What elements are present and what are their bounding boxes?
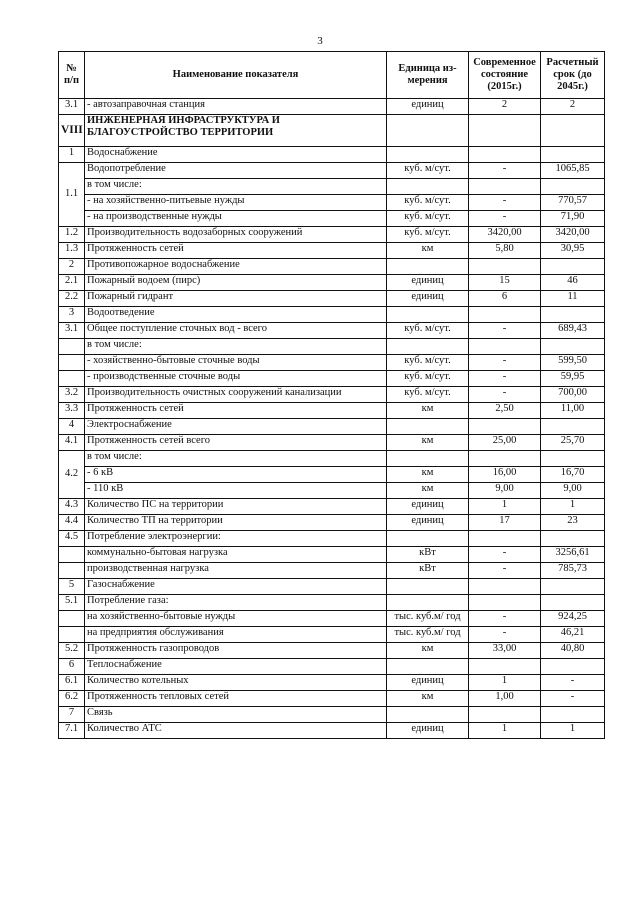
cell-current: - <box>469 611 541 627</box>
cell-num <box>59 371 85 387</box>
cell-current: - <box>469 195 541 211</box>
cell-unit: куб. м/сут. <box>387 195 469 211</box>
cell-unit: км <box>387 691 469 707</box>
cell-unit <box>387 659 469 675</box>
cell-target <box>541 659 605 675</box>
cell-name: Общее поступление сточных вод - всего <box>85 323 387 339</box>
cell-unit: км <box>387 483 469 499</box>
cell-name: Количество ТП на территории <box>85 515 387 531</box>
cell-num: 2 <box>59 259 85 275</box>
table-row <box>59 611 605 627</box>
cell-current <box>469 339 541 355</box>
cell-num <box>59 627 85 643</box>
cell-name: Протяженность сетей <box>85 243 387 259</box>
cell-name: - хозяйственно-бытовые сточные воды <box>85 355 387 371</box>
cell-name: Количество АТС <box>85 723 387 739</box>
cell-current: 1,00 <box>469 691 541 707</box>
cell-num: 3.1 <box>59 99 85 115</box>
table-row <box>59 595 605 611</box>
cell-name: Водоотведение <box>85 307 387 323</box>
cell-current <box>469 579 541 595</box>
header-num: № п/п <box>59 52 85 99</box>
cell-num: 4.2 <box>59 451 85 499</box>
table-row <box>59 179 605 195</box>
cell-target <box>541 307 605 323</box>
cell-unit: единиц <box>387 99 469 115</box>
cell-unit: км <box>387 643 469 659</box>
cell-num <box>59 563 85 579</box>
cell-name: Теплоснабжение <box>85 659 387 675</box>
table-row <box>59 323 605 339</box>
table-row <box>59 371 605 387</box>
cell-current <box>469 307 541 323</box>
cell-current: - <box>469 627 541 643</box>
table-row <box>59 643 605 659</box>
table-row <box>59 339 605 355</box>
cell-num: 6.1 <box>59 675 85 691</box>
cell-unit: тыс. куб.м/ год <box>387 611 469 627</box>
cell-unit <box>387 531 469 547</box>
cell-current <box>469 179 541 195</box>
cell-current: - <box>469 211 541 227</box>
cell-current <box>469 419 541 435</box>
table-body <box>59 99 605 739</box>
cell-num: 1.3 <box>59 243 85 259</box>
cell-num: 7.1 <box>59 723 85 739</box>
cell-name: Протяженность сетей всего <box>85 435 387 451</box>
header-name: Наименование показателя <box>85 52 387 99</box>
cell-current <box>469 595 541 611</box>
cell-current <box>469 531 541 547</box>
cell-name: - автозаправочная станция <box>85 99 387 115</box>
cell-current: 25,00 <box>469 435 541 451</box>
cell-target <box>541 707 605 723</box>
indicators-table <box>58 51 605 739</box>
cell-target <box>541 595 605 611</box>
cell-target: 785,73 <box>541 563 605 579</box>
table-row <box>59 547 605 563</box>
cell-current: 17 <box>469 515 541 531</box>
cell-target: 46,21 <box>541 627 605 643</box>
table-row <box>59 275 605 291</box>
cell-name: Количество ПС на территории <box>85 499 387 515</box>
cell-current: - <box>469 163 541 179</box>
cell-num: 2.2 <box>59 291 85 307</box>
cell-unit: км <box>387 403 469 419</box>
cell-unit <box>387 419 469 435</box>
cell-num: 6 <box>59 659 85 675</box>
cell-target: 3256,61 <box>541 547 605 563</box>
cell-unit: куб. м/сут. <box>387 211 469 227</box>
cell-current: 2 <box>469 99 541 115</box>
cell-current: 9,00 <box>469 483 541 499</box>
cell-name: на предприятия обслуживания <box>85 627 387 643</box>
cell-target: 689,43 <box>541 323 605 339</box>
table-row <box>59 259 605 275</box>
cell-target: 1065,85 <box>541 163 605 179</box>
cell-unit <box>387 307 469 323</box>
header-target: Расчетный срок (до 2045г.) <box>541 52 605 99</box>
cell-target: 59,95 <box>541 371 605 387</box>
cell-target: - <box>541 691 605 707</box>
cell-target <box>541 147 605 163</box>
table-row <box>59 211 605 227</box>
cell-current: 1 <box>469 499 541 515</box>
cell-num: 1.2 <box>59 227 85 243</box>
cell-name: Водоснабжение <box>85 147 387 163</box>
cell-target: 700,00 <box>541 387 605 403</box>
cell-name: - 110 кВ <box>85 483 387 499</box>
cell-target <box>541 451 605 467</box>
table-row <box>59 99 605 115</box>
cell-unit: кВт <box>387 563 469 579</box>
cell-target <box>541 419 605 435</box>
cell-current: - <box>469 371 541 387</box>
cell-current <box>469 147 541 163</box>
cell-target <box>541 179 605 195</box>
cell-unit <box>387 707 469 723</box>
table-row <box>59 419 605 435</box>
cell-current: 2,50 <box>469 403 541 419</box>
cell-name: ИНЖЕНЕРНАЯ ИНФРАСТРУКТУРА И БЛАГОУСТРОЙСТВО ТЕРРИТОРИИ <box>85 115 387 147</box>
cell-name: Производительность очистных сооружений канализации <box>85 387 387 403</box>
cell-name: Противопожарное водоснабжение <box>85 259 387 275</box>
cell-name: Потребление электроэнергии: <box>85 531 387 547</box>
cell-current: 33,00 <box>469 643 541 659</box>
cell-num: 4 <box>59 419 85 435</box>
cell-num: VIII <box>59 115 85 147</box>
cell-current: 16,00 <box>469 467 541 483</box>
cell-target: 770,57 <box>541 195 605 211</box>
cell-name: в том числе: <box>85 339 387 355</box>
cell-current: 6 <box>469 291 541 307</box>
cell-num <box>59 547 85 563</box>
table-row <box>59 243 605 259</box>
cell-num: 4.3 <box>59 499 85 515</box>
cell-num: 5 <box>59 579 85 595</box>
cell-unit: км <box>387 467 469 483</box>
table-row <box>59 435 605 451</box>
cell-unit: куб. м/сут. <box>387 227 469 243</box>
cell-target: 924,25 <box>541 611 605 627</box>
cell-num <box>59 339 85 355</box>
table-row <box>59 723 605 739</box>
table-row <box>59 227 605 243</box>
table-row <box>59 707 605 723</box>
cell-num <box>59 355 85 371</box>
table-row <box>59 355 605 371</box>
cell-num: 3.3 <box>59 403 85 419</box>
table-row <box>59 483 605 499</box>
cell-current: 5,80 <box>469 243 541 259</box>
cell-num: 7 <box>59 707 85 723</box>
cell-name: Протяженность сетей <box>85 403 387 419</box>
cell-target <box>541 531 605 547</box>
cell-num <box>59 611 85 627</box>
cell-target <box>541 579 605 595</box>
cell-unit: единиц <box>387 515 469 531</box>
cell-target: 2 <box>541 99 605 115</box>
cell-name: Электроснабжение <box>85 419 387 435</box>
cell-target <box>541 339 605 355</box>
cell-current <box>469 451 541 467</box>
cell-target: 9,00 <box>541 483 605 499</box>
cell-target: 23 <box>541 515 605 531</box>
cell-current: 15 <box>469 275 541 291</box>
cell-target: 16,70 <box>541 467 605 483</box>
cell-unit: куб. м/сут. <box>387 163 469 179</box>
cell-target: 1 <box>541 499 605 515</box>
table-row <box>59 531 605 547</box>
cell-num: 1 <box>59 147 85 163</box>
cell-unit <box>387 451 469 467</box>
cell-unit: куб. м/сут. <box>387 387 469 403</box>
cell-name: Протяженность газопроводов <box>85 643 387 659</box>
cell-num: 4.1 <box>59 435 85 451</box>
table-row <box>59 147 605 163</box>
cell-num: 3.2 <box>59 387 85 403</box>
cell-name: Связь <box>85 707 387 723</box>
cell-unit: кВт <box>387 547 469 563</box>
cell-num: 5.1 <box>59 595 85 611</box>
cell-unit: тыс. куб.м/ год <box>387 627 469 643</box>
cell-unit <box>387 179 469 195</box>
cell-name: Водопотребление <box>85 163 387 179</box>
cell-current: 3420,00 <box>469 227 541 243</box>
cell-target <box>541 115 605 147</box>
cell-current <box>469 115 541 147</box>
cell-unit: единиц <box>387 675 469 691</box>
cell-current: - <box>469 547 541 563</box>
cell-unit: единиц <box>387 499 469 515</box>
cell-unit <box>387 115 469 147</box>
cell-unit: единиц <box>387 291 469 307</box>
cell-name: Пожарный водоем (пирс) <box>85 275 387 291</box>
header-unit: Единица из-мерения <box>387 52 469 99</box>
cell-unit <box>387 579 469 595</box>
cell-name: в том числе: <box>85 179 387 195</box>
table-row <box>59 627 605 643</box>
cell-name: - 6 кВ <box>85 467 387 483</box>
cell-target <box>541 259 605 275</box>
header-current: Современное состояние (2015г.) <box>469 52 541 99</box>
cell-num: 6.2 <box>59 691 85 707</box>
cell-target: 11,00 <box>541 403 605 419</box>
cell-unit <box>387 339 469 355</box>
table-row <box>59 675 605 691</box>
table-row <box>59 195 605 211</box>
cell-current: - <box>469 355 541 371</box>
table-row <box>59 515 605 531</box>
cell-name: Количество котельных <box>85 675 387 691</box>
cell-name: - производственные сточные воды <box>85 371 387 387</box>
page-number: 3 <box>317 35 323 47</box>
table-row <box>59 659 605 675</box>
cell-current <box>469 259 541 275</box>
cell-unit: единиц <box>387 275 469 291</box>
cell-target: 25,70 <box>541 435 605 451</box>
table-row <box>59 499 605 515</box>
cell-unit <box>387 595 469 611</box>
cell-unit: единиц <box>387 723 469 739</box>
cell-current <box>469 707 541 723</box>
table-row <box>59 403 605 419</box>
cell-unit: км <box>387 243 469 259</box>
cell-num: 2.1 <box>59 275 85 291</box>
table-row <box>59 691 605 707</box>
cell-num: 3.1 <box>59 323 85 339</box>
cell-target: 71,90 <box>541 211 605 227</box>
cell-unit: куб. м/сут. <box>387 323 469 339</box>
cell-current: 1 <box>469 675 541 691</box>
cell-name: производственная нагрузка <box>85 563 387 579</box>
table-row <box>59 387 605 403</box>
cell-target: 11 <box>541 291 605 307</box>
cell-target: 599,50 <box>541 355 605 371</box>
cell-name: Протяженность тепловых сетей <box>85 691 387 707</box>
cell-current <box>469 659 541 675</box>
cell-target: 40,80 <box>541 643 605 659</box>
cell-name: в том числе: <box>85 451 387 467</box>
cell-unit <box>387 259 469 275</box>
cell-name: Потребление газа: <box>85 595 387 611</box>
cell-num: 1.1 <box>59 163 85 227</box>
table-row <box>59 291 605 307</box>
cell-name: на хозяйственно-бытовые нужды <box>85 611 387 627</box>
table-row <box>59 115 605 147</box>
cell-target: 3420,00 <box>541 227 605 243</box>
cell-name: - на производственные нужды <box>85 211 387 227</box>
table-row <box>59 307 605 323</box>
cell-target: 46 <box>541 275 605 291</box>
cell-unit: куб. м/сут. <box>387 355 469 371</box>
cell-current: - <box>469 387 541 403</box>
cell-target: - <box>541 675 605 691</box>
cell-unit: куб. м/сут. <box>387 371 469 387</box>
cell-name: Производительность водозаборных сооружений <box>85 227 387 243</box>
cell-num: 4.5 <box>59 531 85 547</box>
table-row <box>59 579 605 595</box>
table-row <box>59 467 605 483</box>
table-row <box>59 451 605 467</box>
cell-current: - <box>469 563 541 579</box>
table-row <box>59 563 605 579</box>
cell-num: 3 <box>59 307 85 323</box>
cell-name: Газоснабжение <box>85 579 387 595</box>
cell-num: 5.2 <box>59 643 85 659</box>
cell-unit: км <box>387 435 469 451</box>
cell-name: Пожарный гидрант <box>85 291 387 307</box>
cell-unit <box>387 147 469 163</box>
cell-num: 4.4 <box>59 515 85 531</box>
cell-name: - на хозяйственно-питьевые нужды <box>85 195 387 211</box>
cell-target: 30,95 <box>541 243 605 259</box>
cell-current: - <box>469 323 541 339</box>
cell-current: 1 <box>469 723 541 739</box>
table-row <box>59 163 605 179</box>
cell-name: коммунально-бытовая нагрузка <box>85 547 387 563</box>
cell-target: 1 <box>541 723 605 739</box>
